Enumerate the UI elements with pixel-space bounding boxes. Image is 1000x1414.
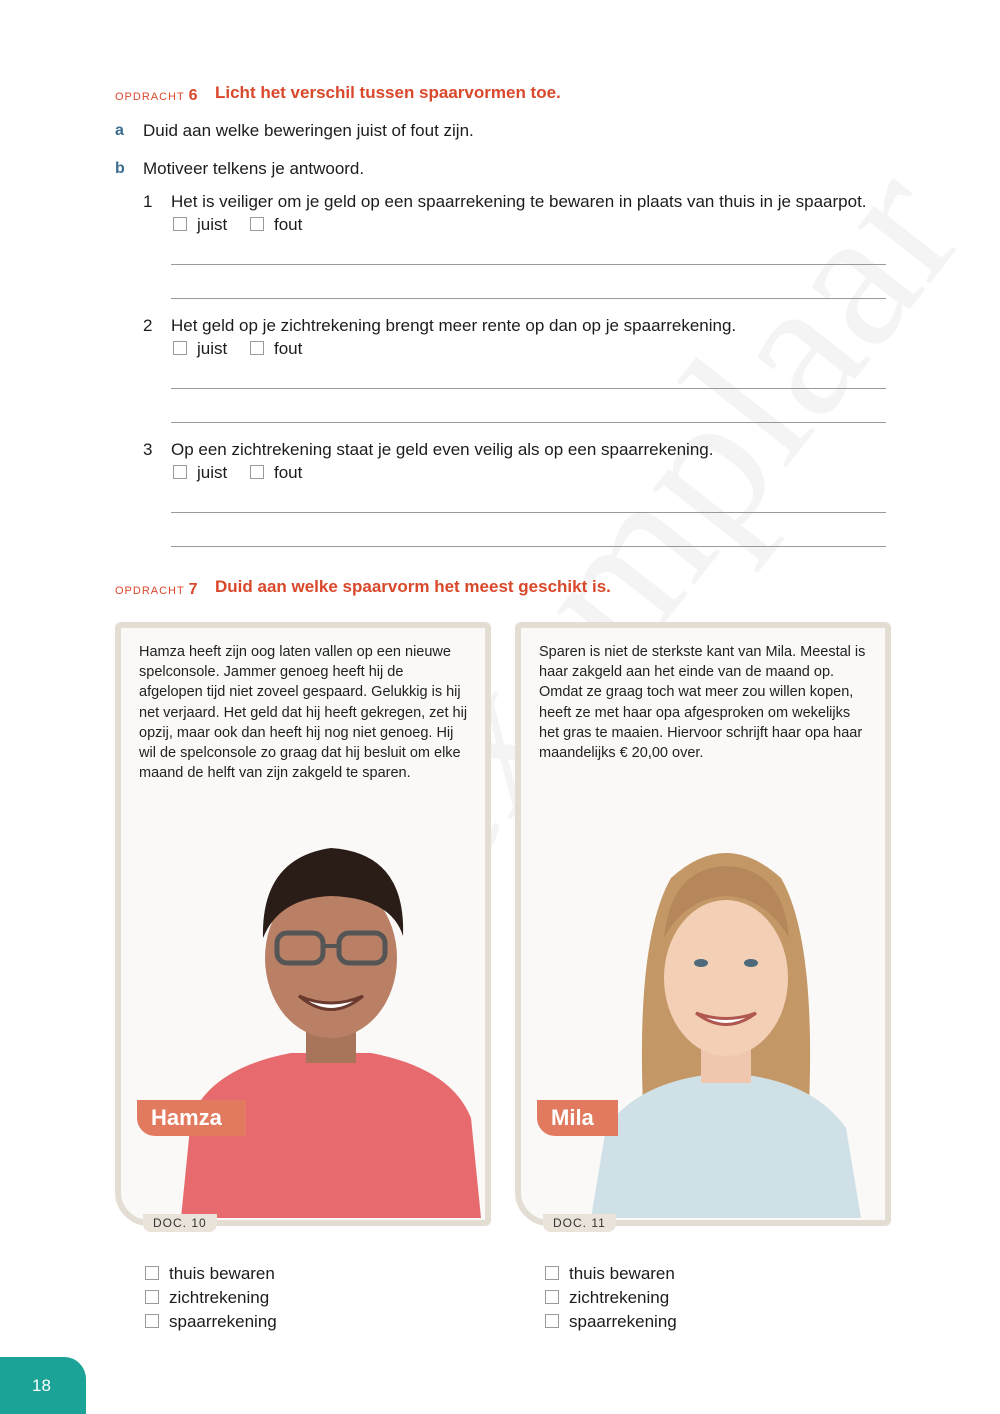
hamza-card xyxy=(115,622,491,1226)
option-checkbox[interactable] xyxy=(545,1314,559,1328)
answer-line[interactable] xyxy=(171,422,886,423)
statement-text: Het is veiliger om je geld op een spaarrekening te bewaren in plaats van thuis in je spaarpot. xyxy=(171,192,867,211)
fout-checkbox[interactable] xyxy=(250,465,264,479)
fout-label: fout xyxy=(273,463,303,482)
hamza-options xyxy=(145,1262,277,1334)
juist-checkbox[interactable] xyxy=(173,465,187,479)
answer-line[interactable] xyxy=(171,546,886,547)
hamza-name-label: Hamza xyxy=(137,1100,246,1136)
statement-text: Op een zichtrekening staat je geld even veilig als op een spaarrekening. xyxy=(171,440,714,459)
doc-11-label: DOC. 11 xyxy=(543,1214,616,1232)
doc-10-label: DOC. 10 xyxy=(143,1214,217,1232)
opdracht-6-number: 6 xyxy=(188,87,198,104)
sub-b-letter: b xyxy=(115,160,125,177)
juist-checkbox[interactable] xyxy=(173,341,187,355)
option-checkbox[interactable] xyxy=(145,1266,159,1280)
answer-line[interactable] xyxy=(171,298,886,299)
mila-text: Sparen is niet de sterkste kant van Mila. Meestal is haar zakgeld aan het einde van de maand op. Omdat ze graag toch wat meer zou willen kopen, heeft ze met haar opa afgesproken om wekelijks het gras te maaien. Hiervoor schrijft haar opa haar maandelijks € 20,00 over. xyxy=(539,644,866,762)
answer-line[interactable] xyxy=(171,512,886,513)
juist-label: juist xyxy=(197,463,228,482)
statement-number: 3 xyxy=(143,440,153,459)
option-row xyxy=(145,1310,277,1334)
sub-a-letter: a xyxy=(115,122,124,139)
juist-fout-row xyxy=(173,339,302,359)
option-row xyxy=(545,1262,677,1286)
answer-line[interactable] xyxy=(171,388,886,389)
opdracht-7-label: OPDRACHT 7 xyxy=(115,581,198,598)
option-row xyxy=(145,1262,277,1286)
hamza-text: Hamza heeft zijn oog laten vallen op een nieuwe spelconsole. Jammer genoeg heeft hij de afgelopen tijd niet zoveel gespaard. Gelukkig is hij net verjaard. Het geld dat hij heeft gekregen, zet hij opzij, maar ook dan heeft hij nog niet genoeg. Hij wil de spelconsole zo graag dat hij besluit om elke maand de helft van zijn zakgeld te sparen. xyxy=(139,644,468,782)
option-label: spaarrekening xyxy=(169,1312,277,1331)
option-checkbox[interactable] xyxy=(145,1314,159,1328)
option-row xyxy=(545,1286,677,1310)
option-checkbox[interactable] xyxy=(545,1290,559,1304)
fout-checkbox[interactable] xyxy=(250,341,264,355)
option-label: zichtrekening xyxy=(569,1288,670,1307)
opdracht-7-title: Duid aan welke spaarvorm het meest geschikt is. xyxy=(215,577,611,596)
option-checkbox[interactable] xyxy=(145,1290,159,1304)
option-label: thuis bewaren xyxy=(569,1264,675,1283)
option-label: zichtrekening xyxy=(169,1288,270,1307)
option-row xyxy=(145,1286,277,1310)
opdracht-6-label: OPDRACHT 6 xyxy=(115,87,198,104)
hamza-photo xyxy=(171,818,491,1218)
option-checkbox[interactable] xyxy=(545,1266,559,1280)
opdracht-7-number: 7 xyxy=(188,581,198,598)
statement-text: Het geld op je zichtrekening brengt meer rente op dan op je spaarrekening. xyxy=(171,316,737,335)
sub-b-text: Motiveer telkens je antwoord. xyxy=(143,159,365,178)
sub-a-text: Duid aan welke beweringen juist of fout zijn. xyxy=(143,121,474,140)
fout-label: fout xyxy=(273,215,303,234)
statement-number: 2 xyxy=(143,316,153,335)
option-label: spaarrekening xyxy=(569,1312,677,1331)
juist-label: juist xyxy=(197,215,228,234)
mila-name-label: Mila xyxy=(537,1100,618,1136)
juist-label: juist xyxy=(197,339,228,358)
opdracht-6-title: Licht het verschil tussen spaarvormen toe. xyxy=(215,83,561,102)
juist-fout-row xyxy=(173,215,302,235)
option-label: thuis bewaren xyxy=(169,1264,275,1283)
statement-number: 1 xyxy=(143,192,153,211)
mila-options xyxy=(545,1262,677,1334)
option-row xyxy=(545,1310,677,1334)
answer-line[interactable] xyxy=(171,264,886,265)
mila-photo xyxy=(551,828,881,1218)
juist-fout-row xyxy=(173,463,302,483)
fout-label: fout xyxy=(273,339,303,358)
juist-checkbox[interactable] xyxy=(173,217,187,231)
mila-card xyxy=(515,622,891,1226)
fout-checkbox[interactable] xyxy=(250,217,264,231)
page-number: 18 xyxy=(0,1357,86,1414)
